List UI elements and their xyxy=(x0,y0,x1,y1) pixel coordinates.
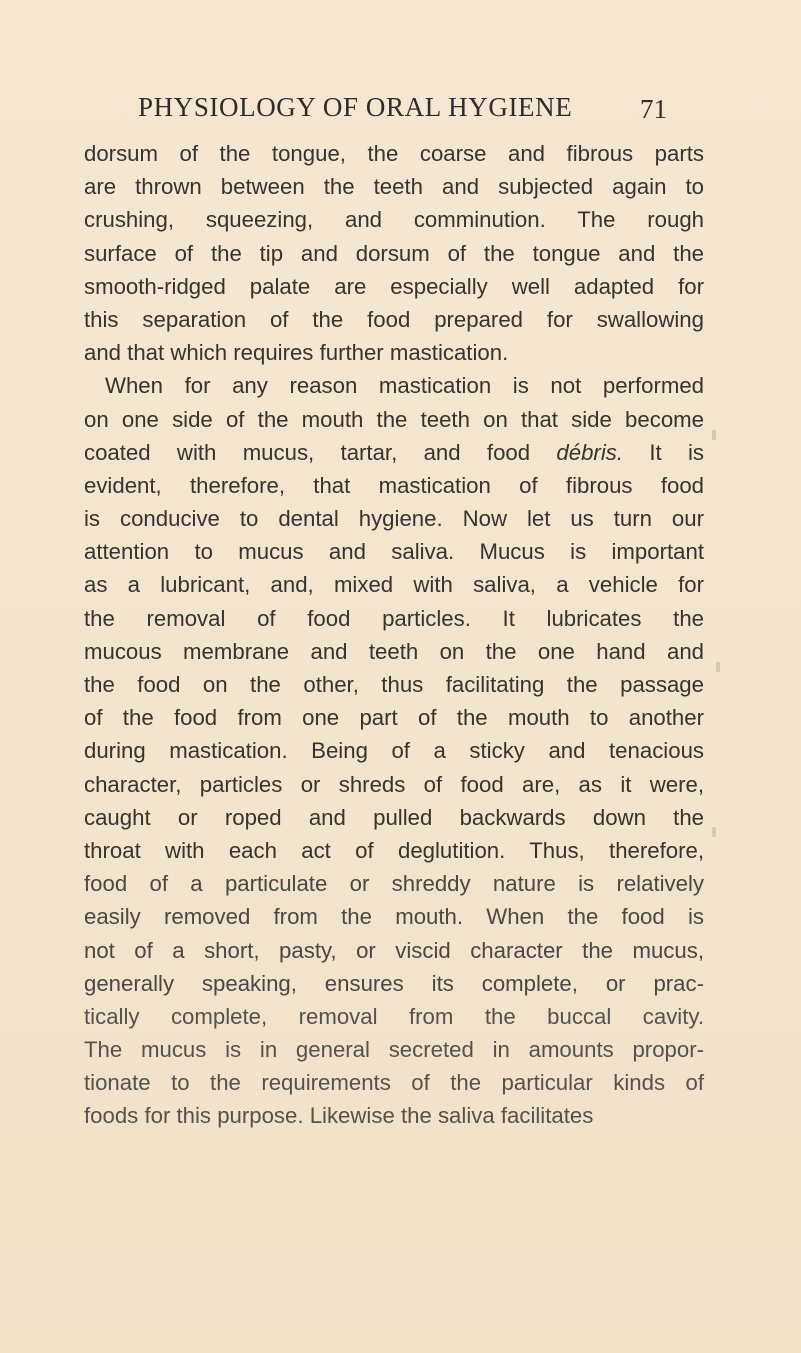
text-line: as a lubricant, and, mixed with saliva, a vehicle for xyxy=(84,572,704,598)
text-line: and that which requires further mastication. xyxy=(84,340,509,366)
text-line: tionate to the requirements of the particular kinds of xyxy=(84,1070,704,1096)
text-line: When for any reason mastication is not performed xyxy=(105,373,704,399)
text-line: surface of the tip and dorsum of the tongue and the xyxy=(84,240,704,266)
text-line: mucous membrane and teeth on the one hand and xyxy=(84,638,704,664)
text-line: throat with each act of deglutition. Thus, therefore, xyxy=(84,837,704,863)
text-line: is conducive to dental hygiene. Now let us turn our xyxy=(84,506,704,532)
text-segment: coated with mucus, tartar, and food xyxy=(84,439,557,465)
text-line: dorsum of the tongue, the coarse and fibrous parts xyxy=(84,141,704,166)
running-title: PHYSIOLOGY OF ORAL HYGIENE xyxy=(138,92,573,122)
text-line: during mastication. Being of a sticky and tenacious xyxy=(84,738,704,764)
text-line: crushing, squeezing, and comminution. The rough xyxy=(84,207,704,233)
page-number: 71 xyxy=(640,94,667,124)
text-line-with-italic xyxy=(84,436,704,469)
text-line: easily removed from the mouth. When the food is xyxy=(84,904,704,930)
text-line: evident, therefore, that mastication of fibrous food xyxy=(84,472,704,498)
text-line: foods for this purpose. Likewise the saliva facilitates xyxy=(84,1103,594,1129)
italic-word: débris. xyxy=(556,439,624,465)
text-segment: It is xyxy=(623,439,704,465)
text-line: not of a short, pasty, or viscid character the mucus, xyxy=(84,937,704,963)
text-line: character, particles or shreds of food are, as it were, xyxy=(84,771,704,797)
text-line: the removal of food particles. It lubricates the xyxy=(84,605,704,631)
text-line: attention to mucus and saliva. Mucus is important xyxy=(84,539,704,565)
text-line: this separation of the food prepared for swallowing xyxy=(84,306,704,332)
text-line: generally speaking, ensures its complete, or prac- xyxy=(84,970,704,996)
text-line: tically complete, removal from the buccal cavity. xyxy=(84,1003,704,1029)
text-line: The mucus is in general secreted in amounts propor- xyxy=(84,1037,704,1063)
text-line: are thrown between the teeth and subjected again to xyxy=(84,174,704,200)
page-header xyxy=(0,92,801,132)
text-line: food of a particulate or shreddy nature is relatively xyxy=(84,871,704,897)
scan-mark xyxy=(712,827,716,837)
text-line: smooth-ridged palate are especially well adapted for xyxy=(84,273,704,299)
scan-mark xyxy=(716,662,720,672)
text-line: on one side of the mouth the teeth on that side become xyxy=(84,406,704,432)
scan-mark xyxy=(712,430,716,440)
body-text xyxy=(84,137,704,1133)
text-line: the food on the other, thus facilitating the passage xyxy=(84,672,704,697)
text-line: of the food from one part of the mouth to another xyxy=(84,705,704,731)
text-line: caught or roped and pulled backwards down the xyxy=(84,804,704,830)
